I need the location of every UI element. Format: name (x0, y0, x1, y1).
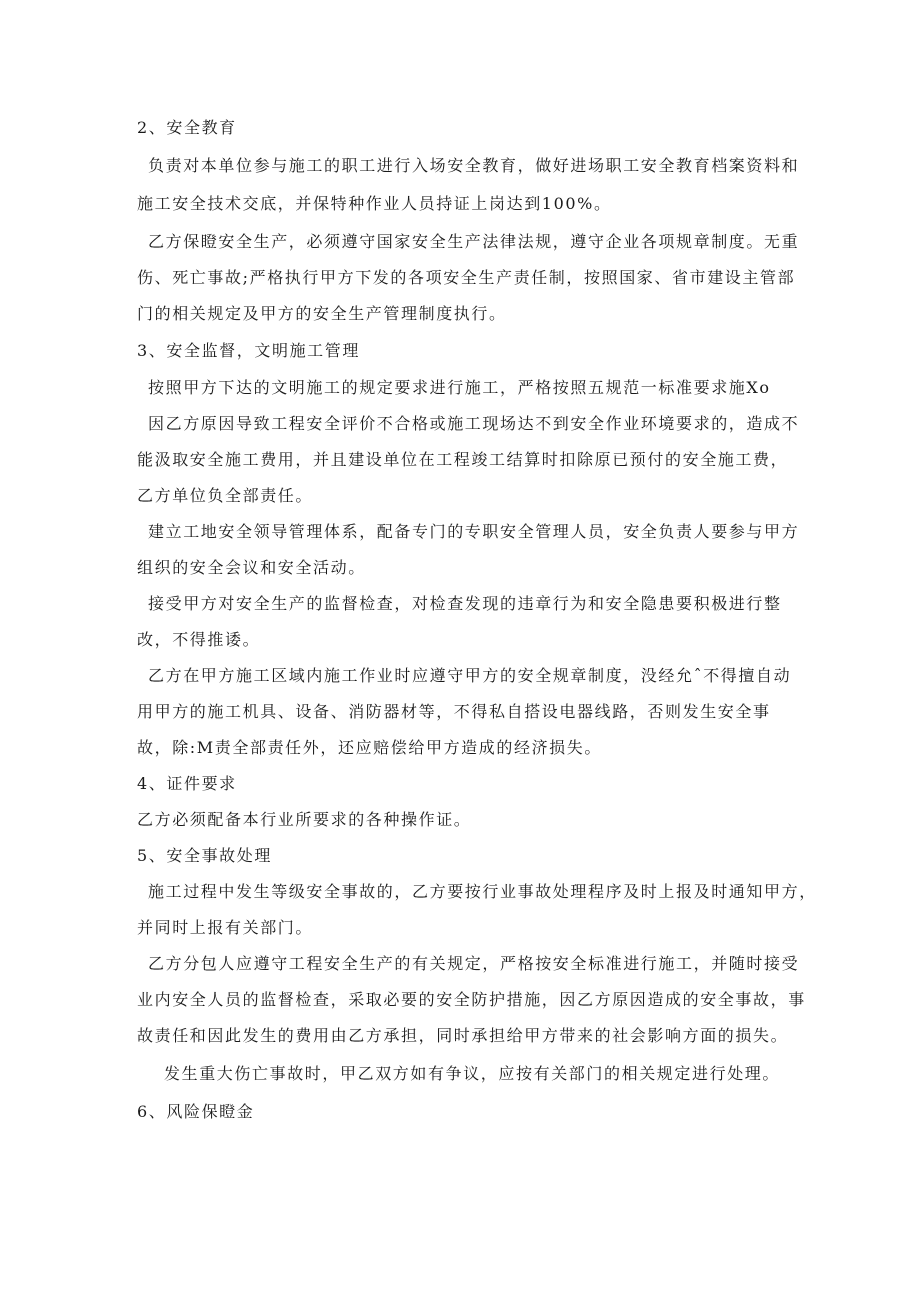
paragraph-line: 发生重大伤亡事故时，甲乙双方如有争议，应按有关部门的相关规定进行处理。 (164, 1064, 781, 1083)
paragraph-line: 乙方分包人应遵守工程安全生产的有关规定，严格按安全标准进行施工，并随时接受 (148, 954, 800, 973)
heading-safety-supervision: 3、安全监督，文明施工管理 (137, 341, 360, 360)
heading-risk-deposit: 6、风险保瞪金 (137, 1102, 255, 1121)
paragraph-line: 改，不得推诿。 (137, 630, 261, 649)
paragraph-line: 建立工地安全领导管理体系，配备专门的专职安全管理人员，安全负责人要参与甲方 (148, 522, 800, 541)
paragraph-line: 门的相关规定及甲方的安全生产管理制度执行。 (137, 304, 507, 323)
heading-safety-education: 2、安全教育 (137, 118, 237, 137)
paragraph-line: 负责对本单位参与施工的职工进行入场安全教育，做好进场职工安全教育档案资料和 (148, 156, 800, 175)
paragraph-line: 并同时上报有关部门。 (137, 918, 314, 937)
paragraph-line: 能汲取安全施工费用，并且建设单位在工程竣工结算时扣除原已预付的安全施工费， (137, 450, 789, 469)
paragraph-line: 因乙方原因导致工程安全评价不合格或施工现场达不到安全作业环境要求的，造成不 (148, 414, 800, 433)
heading-accident-handling: 5、安全事故处理 (137, 846, 272, 865)
paragraph-line: 伤、死亡事故;严格执行甲方下发的各项安全生产责任制，按照国家、省市建设主管部 (137, 268, 796, 287)
paragraph-line: 乙方单位负全部责任。 (137, 486, 314, 505)
paragraph-line: 故，除:M责全部责任外，还应赔偿给甲方造成的经济损失。 (137, 738, 602, 757)
paragraph-line: 施工安全技术交底，并保特种作业人员持证上岗达到100%。 (137, 194, 612, 213)
paragraph-line: 业内安全人员的监督检查，采取必要的安全防护措施，因乙方原因造成的安全事故，事 (137, 990, 806, 1009)
paragraph-line: 乙方必须配备本行业所要求的各种操作证。 (137, 810, 472, 829)
heading-certificate-requirements: 4、证件要求 (137, 774, 237, 793)
paragraph-line: 组织的安全会议和安全活动。 (137, 558, 366, 577)
paragraph-line: 用甲方的施工机具、设备、消防器材等，不得私自搭设电器线路，否则发生安全事 (137, 702, 771, 721)
paragraph-line: 接受甲方对安全生产的监督检查，对检查发现的违章行为和安全隐患要积极进行整 (148, 594, 782, 613)
paragraph-line: 乙方保瞪安全生产，必须遵守国家安全生产法律法规，遵守企业各项规章制度。无重 (148, 232, 800, 251)
paragraph-line: 按照甲方下达的文明施工的规定要求进行施工，严格按照五规范一标准要求施Xo (148, 378, 771, 397)
paragraph-line: 故责任和因此发生的费用由乙方承担，同时承担给甲方带来的社会影响方面的损失。 (137, 1026, 789, 1045)
paragraph-line: 施工过程中发生等级安全事故的，乙方要按行业事故处理程序及时上报及时通知甲方， (148, 882, 817, 901)
paragraph-line: 乙方在甲方施工区域内施工作业时应遵守甲方的安全规章制度，没经允ˆ不得擅自动 (148, 666, 792, 685)
